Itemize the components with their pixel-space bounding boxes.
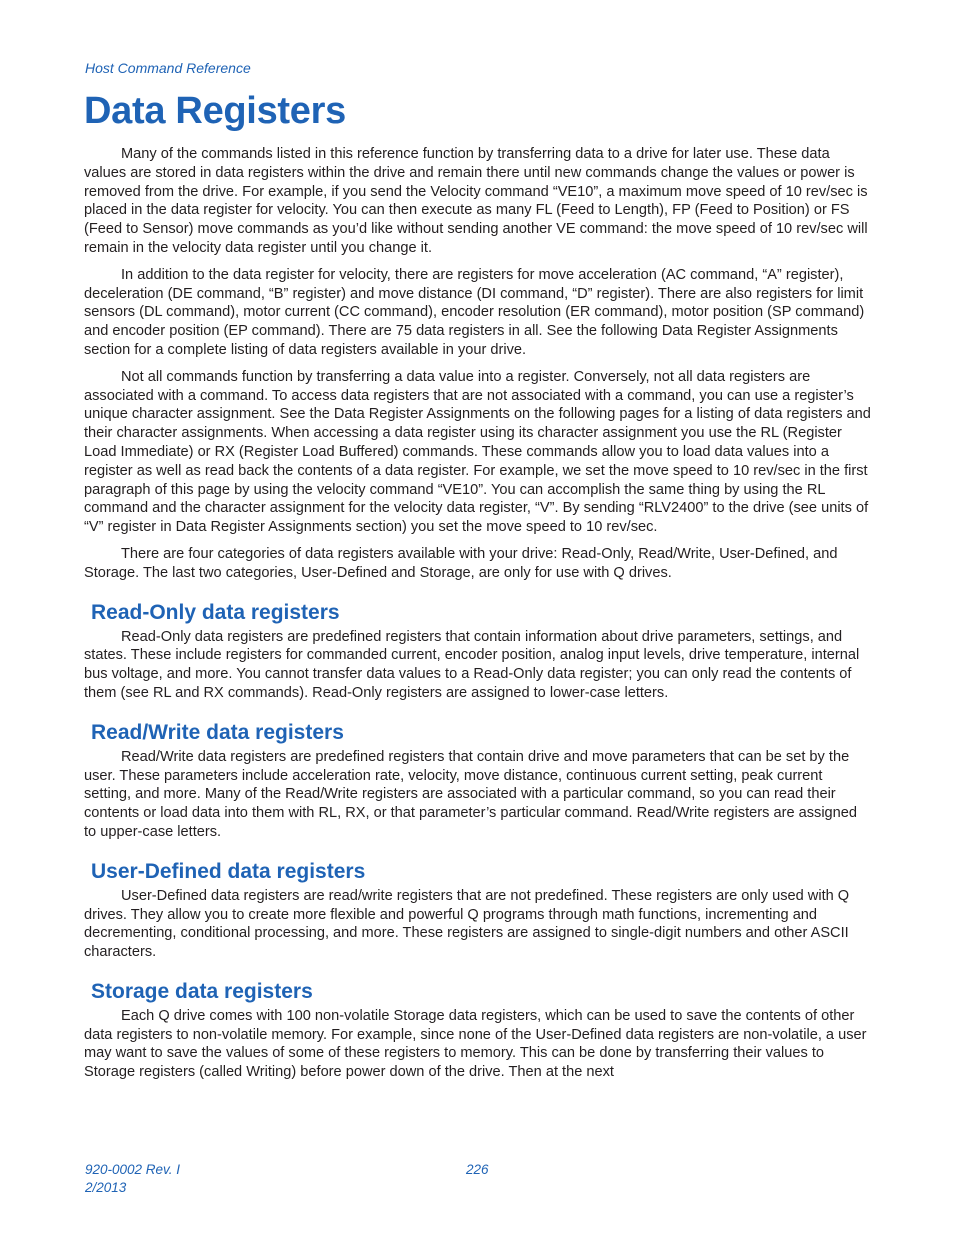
footer-doc-info [85, 1161, 180, 1197]
running-header: Host Command Reference [85, 60, 251, 76]
footer-doc-number: 920-0002 Rev. I [85, 1162, 181, 1177]
section-body-read-write: Read/Write data registers are predefined registers that contain drive and move parameters that can be set by the user. These parameters include acceleration rate, velocity, move distance, continuous current setting, peak current setting, and more. Many of the Read/Write registers are associated with a particular command, so you can read their contents or load data into them with RL, RX, or that parameter’s particular command. Read/Write registers are assigned to upper-case letters. [84, 748, 858, 840]
intro-paragraph-2: In addition to the data register for velocity, there are registers for move acceleration (AC command, “A” register), deceleration (DE command, “B” register) and move distance (DI command, “D” register). There are also registers for limit sensors (DL command), motor current (CC command), encoder resolution (ER command), motor position (SP command) and encoder position (EP command). There are 75 data registers in all. See the following Data Register Assignments section for a complete listing of data registers available in your drive. [84, 266, 865, 358]
section-heading-storage: Storage data registers [91, 979, 313, 1003]
section-body-storage: Each Q drive comes with 100 non-volatile Storage data registers, which can be used to save the contents of other data registers to non-volatile memory. For example, since none of the User-Defined data registers are non-volatile, a user may want to save the values of some of these registers to memory. This can be done by transferring their values to Storage registers (called Writing) before power down of the drive. Then at the next [84, 1007, 867, 1081]
page-title: Data Registers [84, 90, 346, 132]
page-content [84, 145, 873, 1090]
section-heading-read-write: Read/Write data registers [91, 720, 344, 744]
section-heading-user-defined: User-Defined data registers [91, 859, 366, 883]
footer-date: 2/2013 [85, 1180, 127, 1195]
intro-paragraph-1: Many of the commands listed in this reference function by transferring data to a drive for later use. These data values are stored in data registers within the drive and remain there until new commands change the values or power is removed from the drive. For example, if you send the Velocity command “VE10”, a maximum move speed of 10 rev/sec is placed in the data register for velocity. You can then execute as many FL (Feed to Length), FP (Feed to Position) or FS (Feed to Sensor) move commands as you’d like without sending another VE command: the move speed of 10 rev/sec will remain in the velocity data register until you change it. [84, 146, 868, 256]
section-body-read-only: Read-Only data registers are predefined registers that contain information about drive parameters, settings, and states. These include registers for commanded current, encoder position, analog input levels, drive temperature, internal bus voltage, and more. You cannot transfer data values to a Read-Only data register; you can only read the contents of them (see RL and RX commands). Read-Only registers are assigned to lower-case letters. [84, 628, 860, 701]
section-body-user-defined: User-Defined data registers are read/write registers that are not predefined. These registers are only used with Q drives. They allow you to create more flexible and powerful Q programs through math functions, incrementing and decrementing, conditional processing, and more. These registers are assigned to single-digit numbers and other ASCII characters. [84, 887, 850, 961]
intro-paragraph-3: Not all commands function by transferring a data value into a register. Conversely, not all data registers are associated with a command. To access data registers that are not associated with a command, you can use a register’s unique character assignment. See the Data Register Assignments on the following pages for a listing of data registers and their character assignments. When accessing a data register using its character assignment you use the RL (Register Load Immediate) or RX (Register Load Buffered) commands. These commands allow you to load data values into a register as well as read back the contents of a data register. For example, we set the move speed to 10 rev/sec in the first paragraph of this page by using the velocity command “VE10”. You can accomplish the same thing by using the RL command and the character assignment for the velocity data register, “V”. By sending “RLV2400” to the drive (see units of “V” register in Data Register Assignments section) you set the move speed to 10 rev/sec. [84, 368, 871, 536]
footer-page-number: 226 [466, 1162, 489, 1177]
section-heading-read-only: Read-Only data registers [91, 600, 340, 624]
intro-paragraph-4: There are four categories of data registers available with your drive: Read-Only, Read/Write, User-Defined, and Storage. The last two categories, User-Defined and Storage, are only for use with Q drives. [84, 545, 838, 581]
